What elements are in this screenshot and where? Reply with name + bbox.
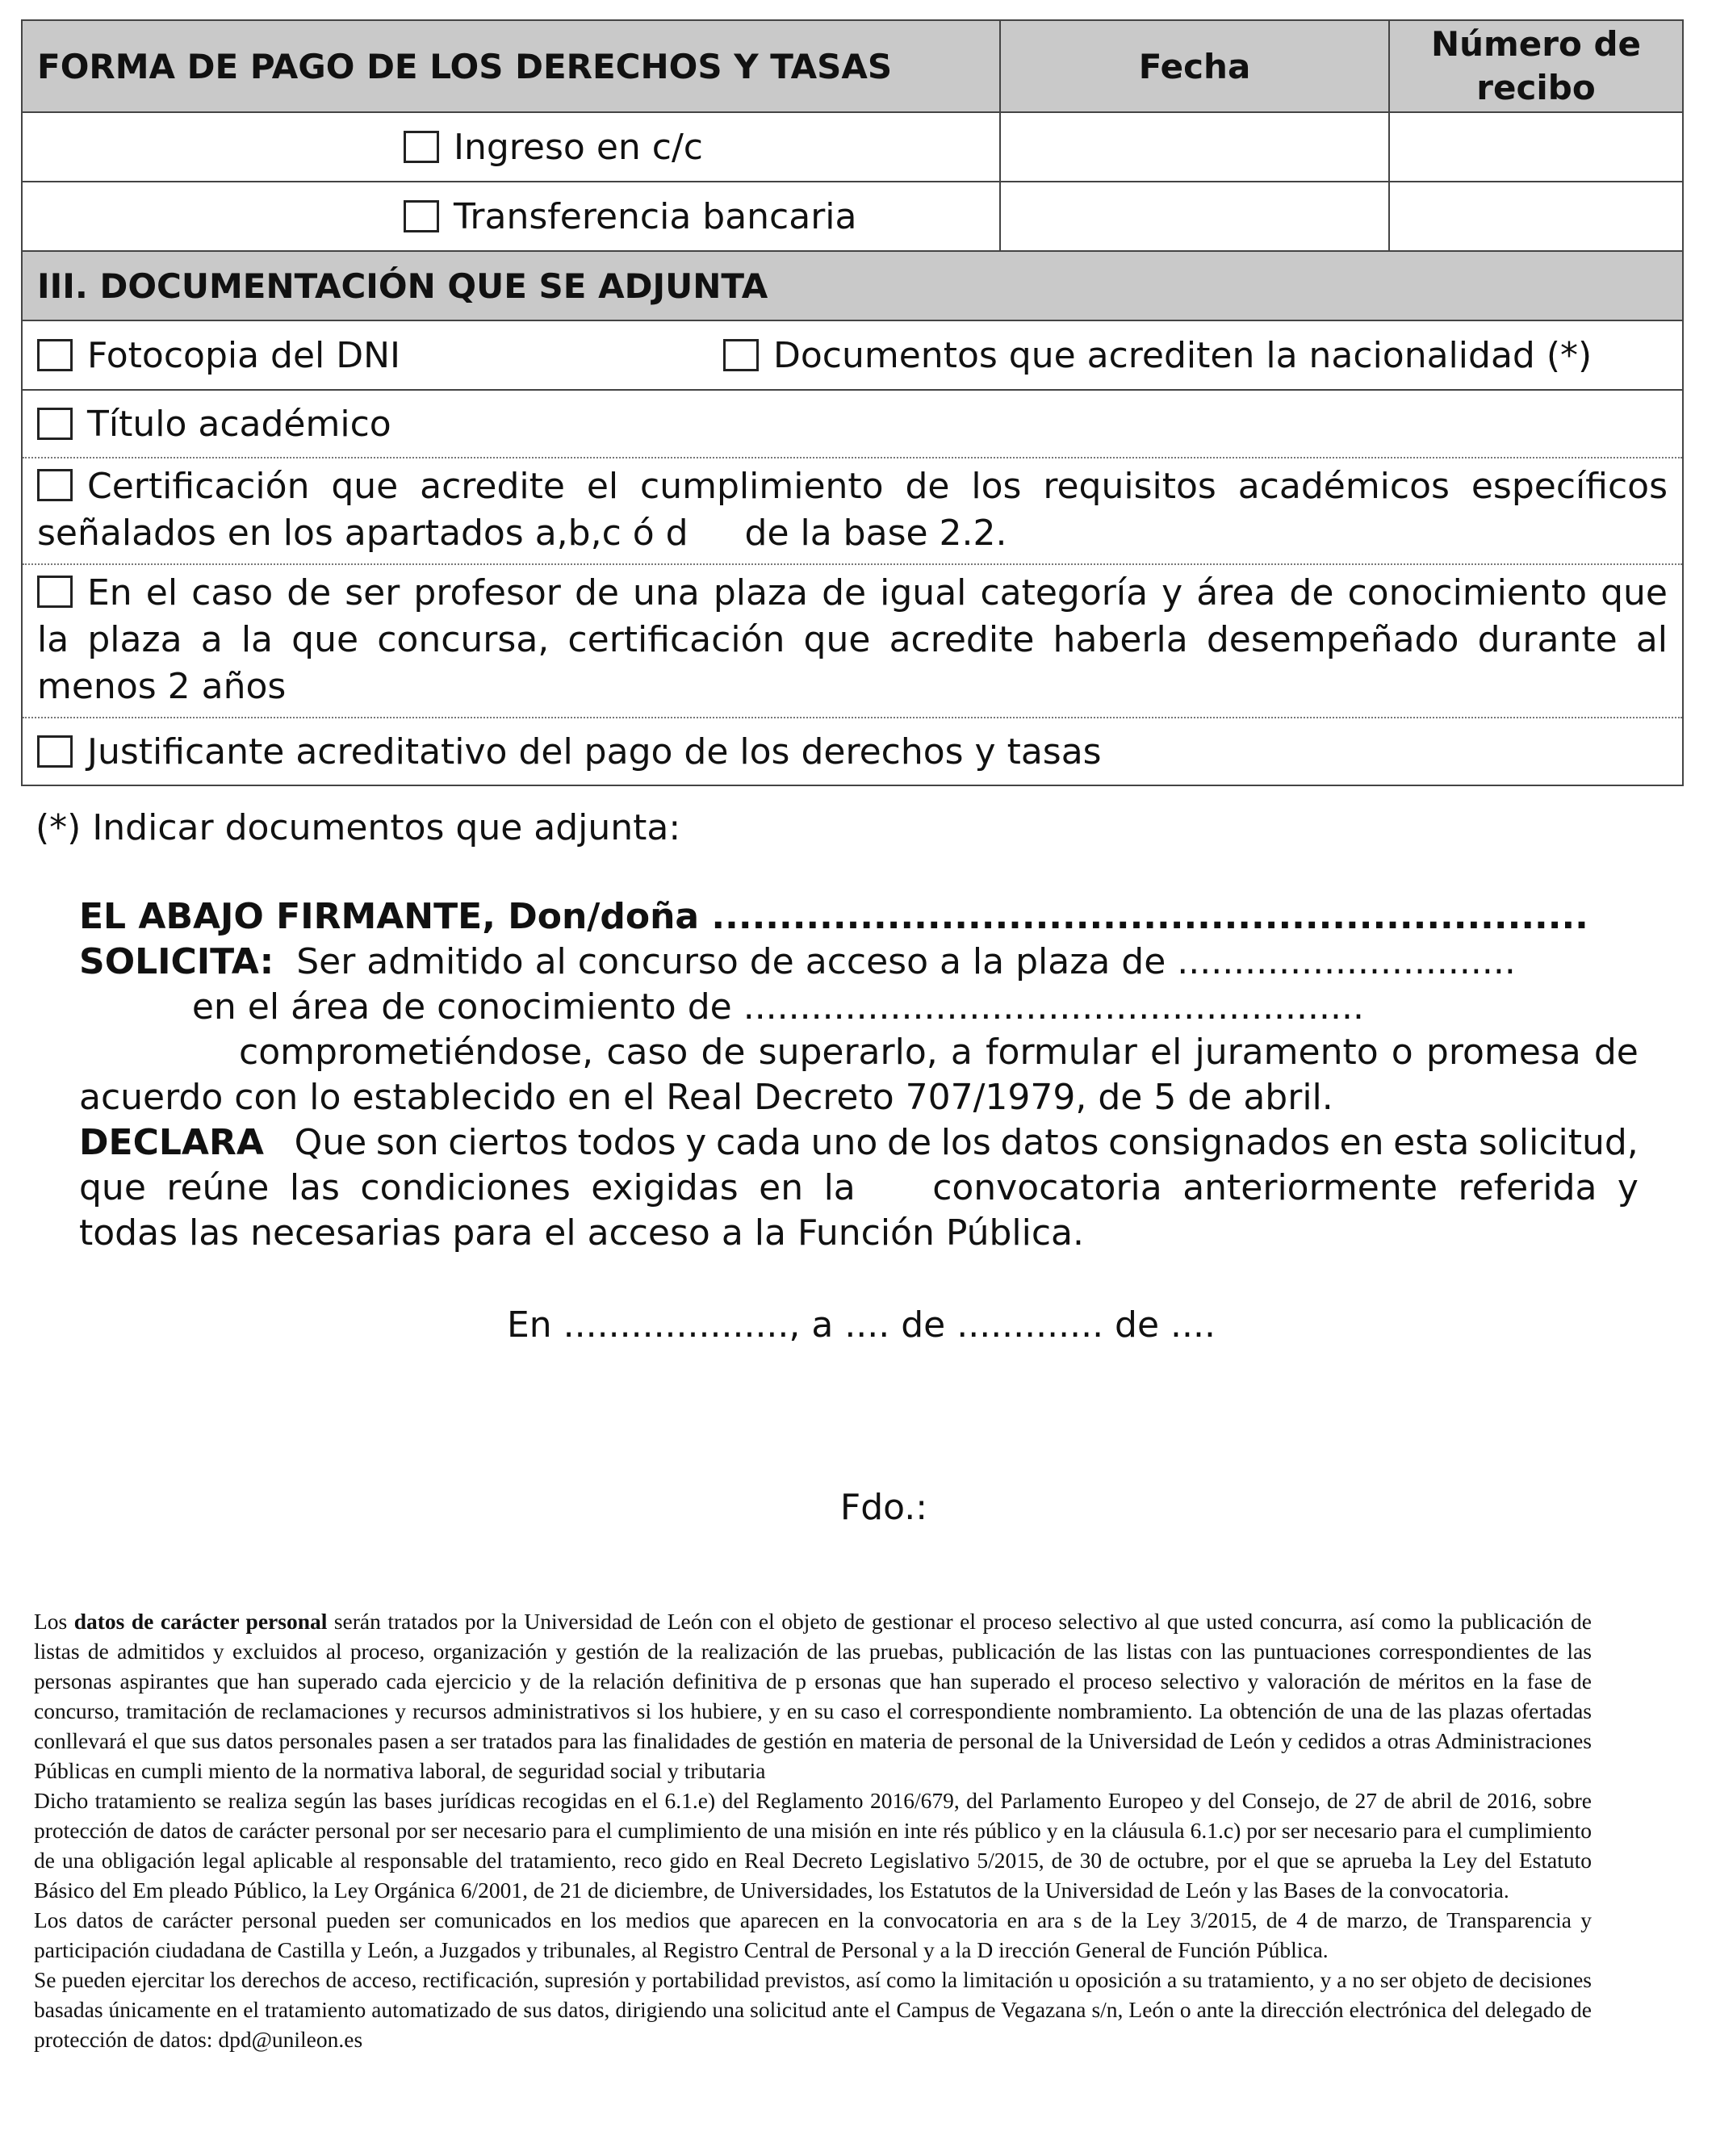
privacy-paragraph: Los datos de carácter personal serán tratados por la Universidad de León con el objeto de gestionar el proceso selectivo al que usted concurra, así como la publicación de listas de admitidos y excluidos al proceso, organización y gestión de la realización de las pruebas, publicación de las listas con las puntuaciones correspondientes de las personas aspirantes que han superado cada ejercicio y de la relación definitiva de p ersonas que han superado el proceso selectivo y valoración de méritos en la fase de concurso, tramitación de reclamaciones y recursos administrativos si los hubiere, y en su caso el correspondiente nombramiento. La obtención de una de las plazas ofertadas conllevará el que sus datos personales pasen a ser tratados para las finalidades de gestión en materia de personal de la Universidad de León y cedidos a otras Administraciones Públicas en cumpli miento de la normativa laboral, de seguridad social y tributaria <box>34 1609 1592 1783</box>
privacy-paragraph: Los datos de carácter personal pueden ser comunicados en los medios que aparecen en la convocatoria en ara s de la Ley 3/2015, de 4 de marzo, de Transparencia y participación ciudadana de Castilla y León, a Juzgados y tribunales, al Registro Central de Personal y a la D irección General de Función Pública. <box>34 1907 1592 1962</box>
bank-deposit-label: Ingreso en c/c <box>454 126 703 168</box>
receipt-number-heading <box>1388 21 1682 111</box>
receipt-heading-line1: Número de <box>1430 24 1642 64</box>
dni-copy-checkbox[interactable] <box>37 339 73 371</box>
solicita-label: SOLICITA: <box>79 941 274 982</box>
receipt-heading-line2: recibo <box>1476 68 1596 107</box>
bank-deposit-checkbox[interactable] <box>404 131 439 163</box>
bank-transfer-receipt-field[interactable] <box>1388 182 1682 250</box>
doc-row-dni-nationality <box>23 320 1682 389</box>
privacy-paragraph: Dicho tratamiento se realiza según las bases jurídicas recogidas en el 6.1.e) del Reglamento 2016/679, del Parlamento Europeo y del Consejo, de 27 de abril de 2016, sobre protección de datos de carácter personal por ser necesario para el cumplimiento de una misión en inte rés público y en la cláusula 6.1.c) por ser necesario para el cumplimiento de una obligación legal aplicable al responsable del tratamiento, reco gido en Real Decreto Legislativo 5/2015, de 30 de octubre, por el que se aprueba la Ley del Estatuto Básico del Em pleado Público, la Ley Orgánica 6/2001, de 21 de diciembre, de Universidades, los Estatutos de la Universidad de León y las Bases de la convocatoria. <box>34 1788 1592 1903</box>
certification-label: Certificación que acredite el cumplimiento de los requisitos académicos específicos señalados en los apartados a,b,c ó d de la base 2.2. <box>37 466 1679 554</box>
compromise-line: comprometiéndose, caso de superarlo, a formular el juramento o promesa de <box>239 1032 1639 1073</box>
signature-label: Fdo.: <box>839 1487 928 1528</box>
payment-option-row <box>23 181 1682 250</box>
doc-row-professor <box>23 563 1682 717</box>
declaration-block <box>79 894 1639 1256</box>
academic-title-checkbox[interactable] <box>37 408 73 440</box>
declara-line-3: todas las necesarias para el acceso a la Función Pública. <box>79 1212 1084 1254</box>
doc-row-certification <box>23 457 1682 563</box>
place-date-line: En ...................., a .... de ............. de .... <box>507 1304 1216 1346</box>
knowledge-area-line: en el área de conocimiento de ....................................................... <box>79 986 1364 1028</box>
doc-row-title <box>23 389 1682 457</box>
nationality-docs-label: Documentos que acrediten la nacionalidad (*) <box>773 334 1593 376</box>
payment-proof-checkbox[interactable] <box>37 735 73 768</box>
payment-proof-label: Justificante acreditativo del pago de los derechos y tasas <box>87 731 1102 772</box>
solicita-text: Ser admitido al concurso de acceso a la plaza de .............................. <box>274 941 1516 982</box>
section-iii-header <box>23 250 1682 320</box>
payment-header-row <box>23 21 1682 111</box>
solicita-line <box>79 940 1639 985</box>
certification-checkbox[interactable] <box>37 469 73 501</box>
dni-copy-label: Fotocopia del DNI <box>87 334 401 376</box>
date-heading: Fecha <box>999 21 1388 111</box>
declara-line: DECLARA Que son ciertos todos y cada uno de los datos consignados en esta solicitud, <box>79 1120 1639 1166</box>
privacy-bold-term: datos de carácter personal <box>73 1609 328 1634</box>
attached-docs-note: (*) Indicar documentos que adjunta: <box>36 807 681 848</box>
declara-line-2: que reúne las condiciones exigidas en la convocatoria anteriormente referida y <box>79 1167 1639 1208</box>
academic-title-label: Título académico <box>87 403 391 445</box>
privacy-paragraph: Se pueden ejercitar los derechos de acceso, rectificación, supresión y portabilidad previstos, así como la limitación u oposición a su tratamiento, y a no ser objeto de decisiones basadas únicamente en el tratamiento automatizado de sus datos, dirigiendo una solicitud ante el Campus de Vegazana s/n, León o ante la dirección electrónica del delegado de protección de datos: dpd@unileon.es <box>34 1967 1592 2052</box>
doc-row-payment-proof <box>23 717 1682 785</box>
nationality-docs-checkbox[interactable] <box>723 339 759 371</box>
professor-certification-label: En el caso de ser profesor de una plaza de igual categoría y área de conocimiento que la plaza a la que concursa, certificación que acredite haberla desempeñado durante al menos 2 años <box>37 572 1668 707</box>
declara-label: DECLARA <box>79 1122 264 1163</box>
documentation-table <box>21 19 1684 786</box>
payment-method-heading: FORMA DE PAGO DE LOS DERECHOS Y TASAS <box>37 46 893 86</box>
section-iii-title: III. DOCUMENTACIÓN QUE SE ADJUNTA <box>37 266 768 306</box>
payment-option-row <box>23 111 1682 181</box>
bank-deposit-date-field[interactable] <box>999 113 1388 181</box>
professor-certification-checkbox[interactable] <box>37 576 73 608</box>
signer-line: EL ABAJO FIRMANTE, Don/doña ................................................................. <box>79 896 1588 937</box>
bank-transfer-label: Transferencia bancaria <box>454 195 857 237</box>
bank-deposit-receipt-field[interactable] <box>1388 113 1682 181</box>
bank-transfer-date-field[interactable] <box>999 182 1388 250</box>
bank-transfer-checkbox[interactable] <box>404 200 439 232</box>
compromise-continuation: acuerdo con lo establecido en el Real Decreto 707/1979, de 5 de abril. <box>79 1077 1333 1118</box>
privacy-notice <box>34 1606 1592 2054</box>
